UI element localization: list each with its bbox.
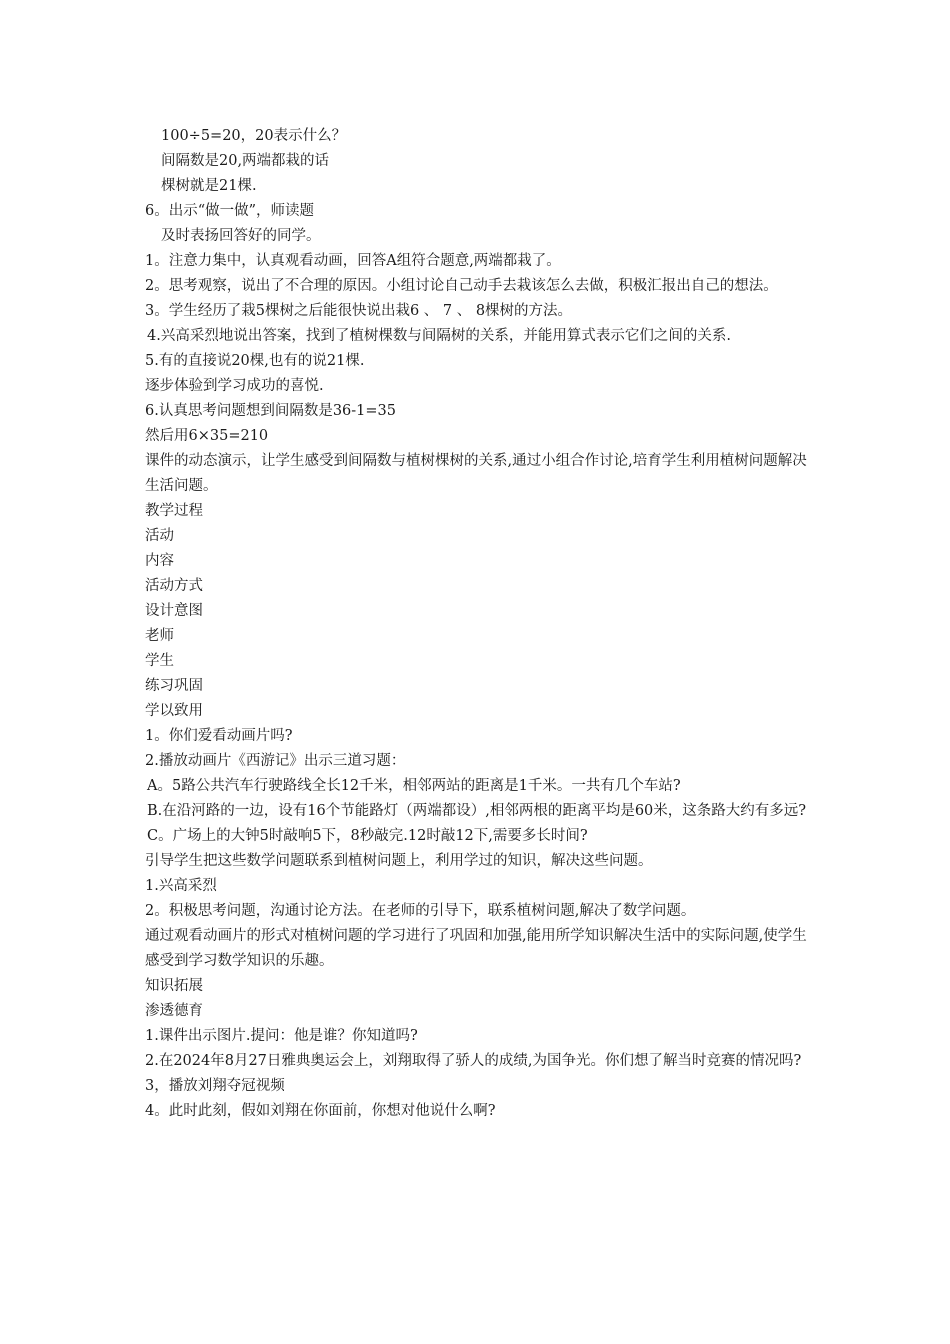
- text-line: 5.有的直接说20棵,也有的说21棵.: [145, 353, 365, 369]
- document-body: [145, 124, 810, 1124]
- text-line: A。5路公共汽车行驶路线全长12千米，相邻两站的距离是1千米。一共有几个车站?: [147, 778, 681, 794]
- table-cell-text: 活动: [145, 528, 174, 544]
- table-cell-text: 学生: [145, 653, 174, 669]
- text-line: 3。学生经历了栽5棵树之后能很快说出栽6 、 7 、 8棵树的方法。: [145, 303, 573, 319]
- table-cell-text: 内容: [145, 553, 174, 569]
- section-heading: 知识拓展: [145, 978, 203, 994]
- text-paragraph: 2。思考观察，说出了不合理的原因。小组讨论自己动手去栽该怎么去做，积极汇报出自己的想法。: [145, 278, 778, 294]
- text-line: 1.兴高采烈: [145, 878, 217, 894]
- text-line: 1.课件出示图片.提问：他是谁？你知道吗?: [145, 1028, 418, 1044]
- text-line: 4。此时此刻，假如刘翔在你面前，你想对他说什么啊?: [145, 1103, 496, 1119]
- section-heading: 教学过程: [145, 503, 203, 519]
- text-line: 1。你们爱看动画片吗?: [145, 728, 293, 744]
- section-heading: 渗透德育: [145, 1003, 203, 1019]
- text-line: 逐步体验到学习成功的喜悦.: [145, 378, 324, 394]
- table-cell-text: 设计意图: [145, 603, 203, 619]
- text-line: C。广场上的大钟5时敲响5下，8秒敲完.12时敲12下,需要多长时间?: [147, 828, 588, 844]
- text-line: 间隔数是20,两端都栽的话: [161, 153, 330, 169]
- text-paragraph: 通过观看动画片的形式对植树问题的学习进行了巩固和加强,能用所学知识解决生活中的实际问题,使学生感受到学习数学知识的乐趣。: [145, 928, 807, 969]
- table-cell-text: 活动方式: [145, 578, 203, 594]
- text-line: 100÷5=20，20表示什么？: [161, 128, 347, 144]
- section-heading: 学以致用: [145, 703, 203, 719]
- text-line: 6.认真思考问题想到间隔数是36-1=35: [145, 403, 397, 419]
- text-line: 2。积极思考问题，沟通讨论方法。在老师的引导下，联系植树问题,解决了数学问题。: [145, 903, 696, 919]
- text-paragraph: 2.在2024年8月27日雅典奥运会上，刘翔取得了骄人的成绩,为国争光。你们想了解当时竞赛的情况吗?: [145, 1053, 802, 1069]
- section-heading: 练习巩固: [145, 678, 203, 694]
- text-line: 3，播放刘翔夺冠视频: [145, 1078, 285, 1094]
- text-line: 6。出示“做一做”，师读题: [145, 203, 315, 219]
- table-cell-text: 老师: [145, 628, 174, 644]
- text-line: 棵树就是21棵.: [161, 178, 257, 194]
- text-paragraph: 4.兴高采烈地说出答案，找到了植树棵数与间隔树的关系，并能用算式表示它们之间的关系.: [147, 328, 731, 344]
- text-line: 2.播放动画片《西游记》出示三道习题：: [145, 753, 406, 769]
- text-line: 及时表扬回答好的同学。: [161, 228, 321, 244]
- text-line: 引导学生把这些数学问题联系到植树问题上，利用学过的知识，解决这些问题。: [145, 853, 653, 869]
- text-paragraph: 课件的动态演示，让学生感受到间隔数与植树棵树的关系,通过小组合作讨论,培育学生利用植树问题解决生活问题。: [145, 453, 807, 494]
- text-line: 1。注意力集中，认真观看动画，回答A组符合题意,两端都栽了。: [145, 253, 561, 269]
- text-paragraph: B.在沿河路的一边，设有16个节能路灯（两端都设）,相邻两根的距离平均是60米，这条路大约有多远?: [147, 803, 807, 819]
- text-line: 然后用6×35=210: [145, 428, 269, 444]
